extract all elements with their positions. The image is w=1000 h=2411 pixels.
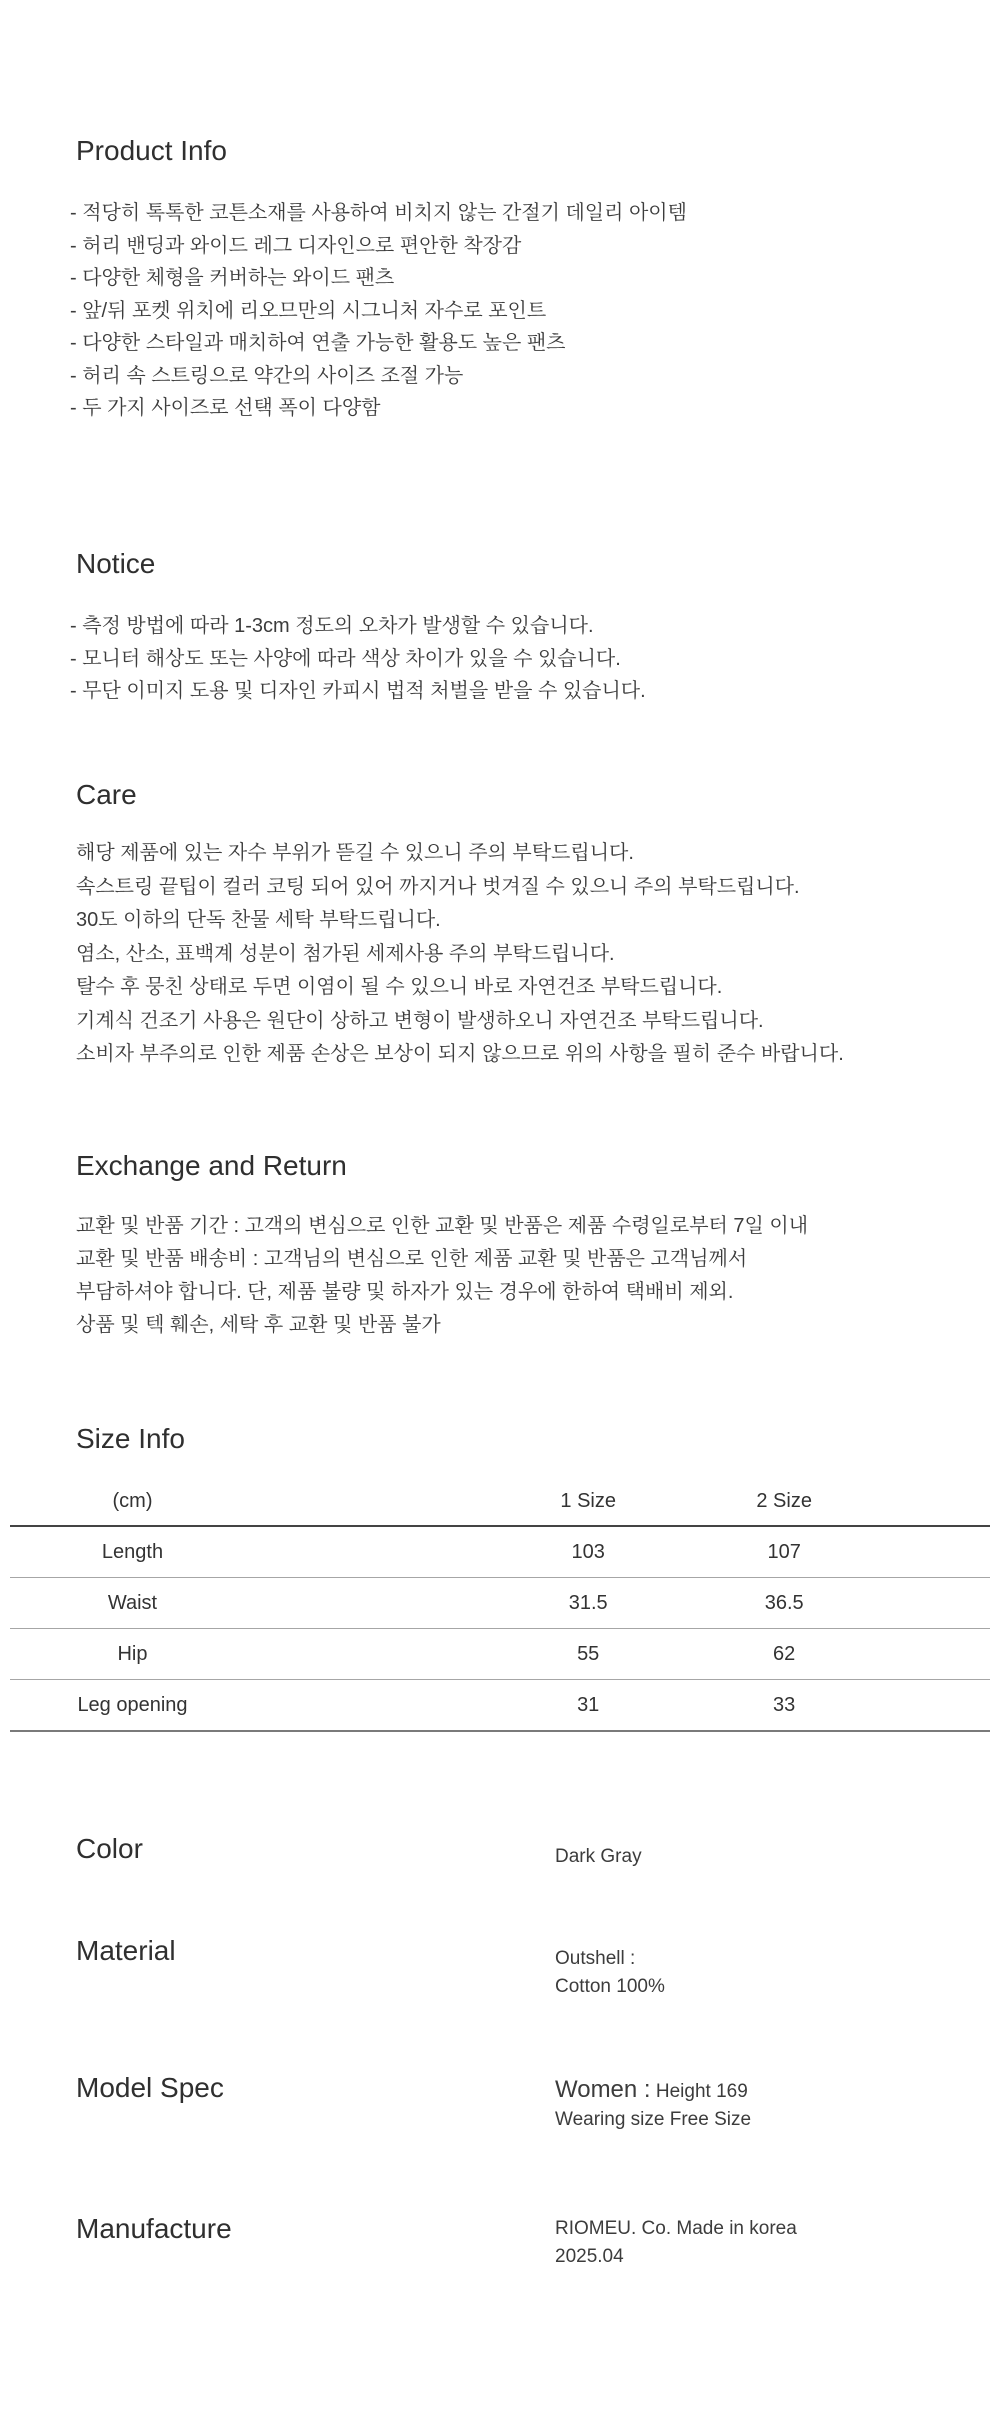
color-value: Dark Gray bbox=[555, 1846, 642, 1867]
table-row bbox=[10, 1527, 990, 1578]
row-size1-value: 103 bbox=[571, 1540, 605, 1563]
bullet-item: - 허리 밴딩과 와이드 레그 디자인으로 편안한 착장감 bbox=[70, 234, 522, 257]
size-table-header-row bbox=[10, 1478, 990, 1527]
care-line: 염소, 산소, 표백계 성분이 첨가된 세제사용 주의 부탁드립니다. bbox=[76, 942, 615, 965]
bullet-item: - 모니터 해상도 또는 사양에 따라 색상 차이가 있을 수 있습니다. bbox=[70, 647, 621, 670]
bullet-item: - 측정 방법에 따라 1-3cm 정도의 오차가 발생할 수 있습니다. bbox=[70, 615, 594, 637]
model-spec-label: Model Spec bbox=[76, 2072, 224, 2103]
row-size1-value: 55 bbox=[577, 1642, 600, 1665]
section-product-info bbox=[0, 135, 1000, 425]
care-line: 탈수 후 뭉친 상태로 두면 이염이 될 수 있으니 바로 자연건조 부탁드립니다. bbox=[76, 976, 723, 998]
size-info-title: Size Info bbox=[76, 1423, 185, 1454]
model-spec-value bbox=[555, 2076, 751, 2134]
bullet-item: - 다양한 체형을 커버하는 와이드 팬츠 bbox=[70, 267, 395, 289]
exchange-return-list bbox=[0, 1210, 1000, 1342]
bullet-item: - 적당히 톡톡한 코튼소재를 사용하여 비치지 않는 간절기 데일리 아이템 bbox=[70, 202, 687, 224]
bullet-item: - 두 가지 사이즈로 선택 폭이 다양함 bbox=[70, 397, 381, 419]
product-info-title: Product Info bbox=[76, 135, 227, 166]
table-row bbox=[10, 1629, 990, 1680]
section-care bbox=[0, 779, 1000, 1072]
spec-row-material bbox=[0, 1935, 1000, 2055]
size-table bbox=[10, 1478, 990, 1732]
manufacture-label: Manufacture bbox=[76, 2213, 232, 2244]
model-spec-gender: Women : bbox=[555, 2076, 651, 2103]
row-size2-value: 62 bbox=[773, 1642, 796, 1665]
manufacture-line-1: RIOMEU. Co. Made in korea bbox=[555, 2218, 797, 2239]
exchange-return-title: Exchange and Return bbox=[76, 1150, 347, 1181]
manufacture-value bbox=[555, 2215, 797, 2271]
material-label: Material bbox=[76, 1935, 176, 1966]
notice-list bbox=[0, 610, 1000, 708]
row-label: Length bbox=[101, 1540, 164, 1563]
exchange-line: 교환 및 반품 기간 : 고객의 변심으로 인한 교환 및 반품은 제품 수령일로부터 7일 이내 bbox=[76, 1215, 809, 1237]
row-label: Waist bbox=[107, 1591, 158, 1614]
model-spec-line-2: Wearing size Free Size bbox=[555, 2109, 752, 2130]
model-spec-line-1 bbox=[555, 2076, 751, 2106]
spec-row-model-spec bbox=[0, 2072, 1000, 2192]
section-exchange-return bbox=[0, 1150, 1000, 1342]
bullet-item: - 다양한 스타일과 매치하여 연출 가능한 활용도 높은 팬츠 bbox=[70, 332, 566, 354]
section-size-info bbox=[0, 1423, 1000, 1455]
material-line-1: Outshell : bbox=[555, 1948, 636, 1969]
care-title: Care bbox=[76, 779, 137, 810]
notice-title: Notice bbox=[76, 548, 156, 579]
care-list bbox=[0, 837, 1000, 1072]
bullet-item: - 허리 속 스트링으로 약간의 사이즈 조절 가능 bbox=[70, 364, 464, 387]
table-row bbox=[10, 1680, 990, 1732]
material-value bbox=[555, 1945, 665, 2001]
care-line: 속스트링 끝팁이 컬러 코팅 되어 있어 까지거나 벗겨질 수 있으니 주의 부탁드립니다. bbox=[76, 875, 800, 898]
size-table-header-unit: (cm) bbox=[112, 1490, 153, 1512]
section-notice bbox=[0, 548, 1000, 708]
care-line: 소비자 부주의로 인한 제품 손상은 보상이 되지 않으므로 위의 사항을 필히 준수 바랍니다. bbox=[76, 1043, 844, 1065]
color-label: Color bbox=[76, 1833, 143, 1864]
bullet-item: - 앞/뒤 포켓 위치에 리오므만의 시그니처 자수로 포인트 bbox=[70, 299, 547, 322]
exchange-line: 상품 및 텍 훼손, 세탁 후 교환 및 반품 불가 bbox=[76, 1314, 441, 1336]
row-label: Leg opening bbox=[77, 1693, 188, 1716]
row-label: Hip bbox=[117, 1642, 148, 1665]
row-size1-value: 31 bbox=[577, 1693, 600, 1716]
row-size2-value: 107 bbox=[767, 1540, 801, 1563]
row-size2-value: 33 bbox=[773, 1693, 796, 1716]
model-spec-height: Height 169 bbox=[655, 2081, 748, 2102]
row-size1-value: 31.5 bbox=[568, 1591, 608, 1614]
bullet-item: - 무단 이미지 도용 및 디자인 카피시 법적 처벌을 받을 수 있습니다. bbox=[70, 680, 646, 702]
size-table-header-size1: 1 Size bbox=[560, 1490, 616, 1512]
care-line: 기계식 건조기 사용은 원단이 상하고 변형이 발생하오니 자연건조 부탁드립니다. bbox=[76, 1009, 764, 1032]
exchange-line: 부담하셔야 합니다. 단, 제품 불량 및 하자가 있는 경우에 한하여 택배비 제외. bbox=[76, 1281, 734, 1303]
row-size2-value: 36.5 bbox=[764, 1591, 804, 1614]
product-info-list bbox=[0, 197, 1000, 425]
care-line: 30도 이하의 단독 찬물 세탁 부탁드립니다. bbox=[76, 909, 441, 931]
table-row bbox=[10, 1578, 990, 1629]
care-line: 해당 제품에 있는 자수 부위가 뜯길 수 있으니 주의 부탁드립니다. bbox=[76, 842, 634, 864]
manufacture-line-2: 2025.04 bbox=[555, 2246, 624, 2267]
size-table-header-size2: 2 Size bbox=[756, 1490, 812, 1512]
spec-row-manufacture bbox=[0, 2213, 1000, 2333]
exchange-line: 교환 및 반품 배송비 : 고객님의 변심으로 인한 제품 교환 및 반품은 고객님께서 bbox=[76, 1248, 748, 1270]
material-line-2: Cotton 100% bbox=[555, 1976, 665, 1997]
